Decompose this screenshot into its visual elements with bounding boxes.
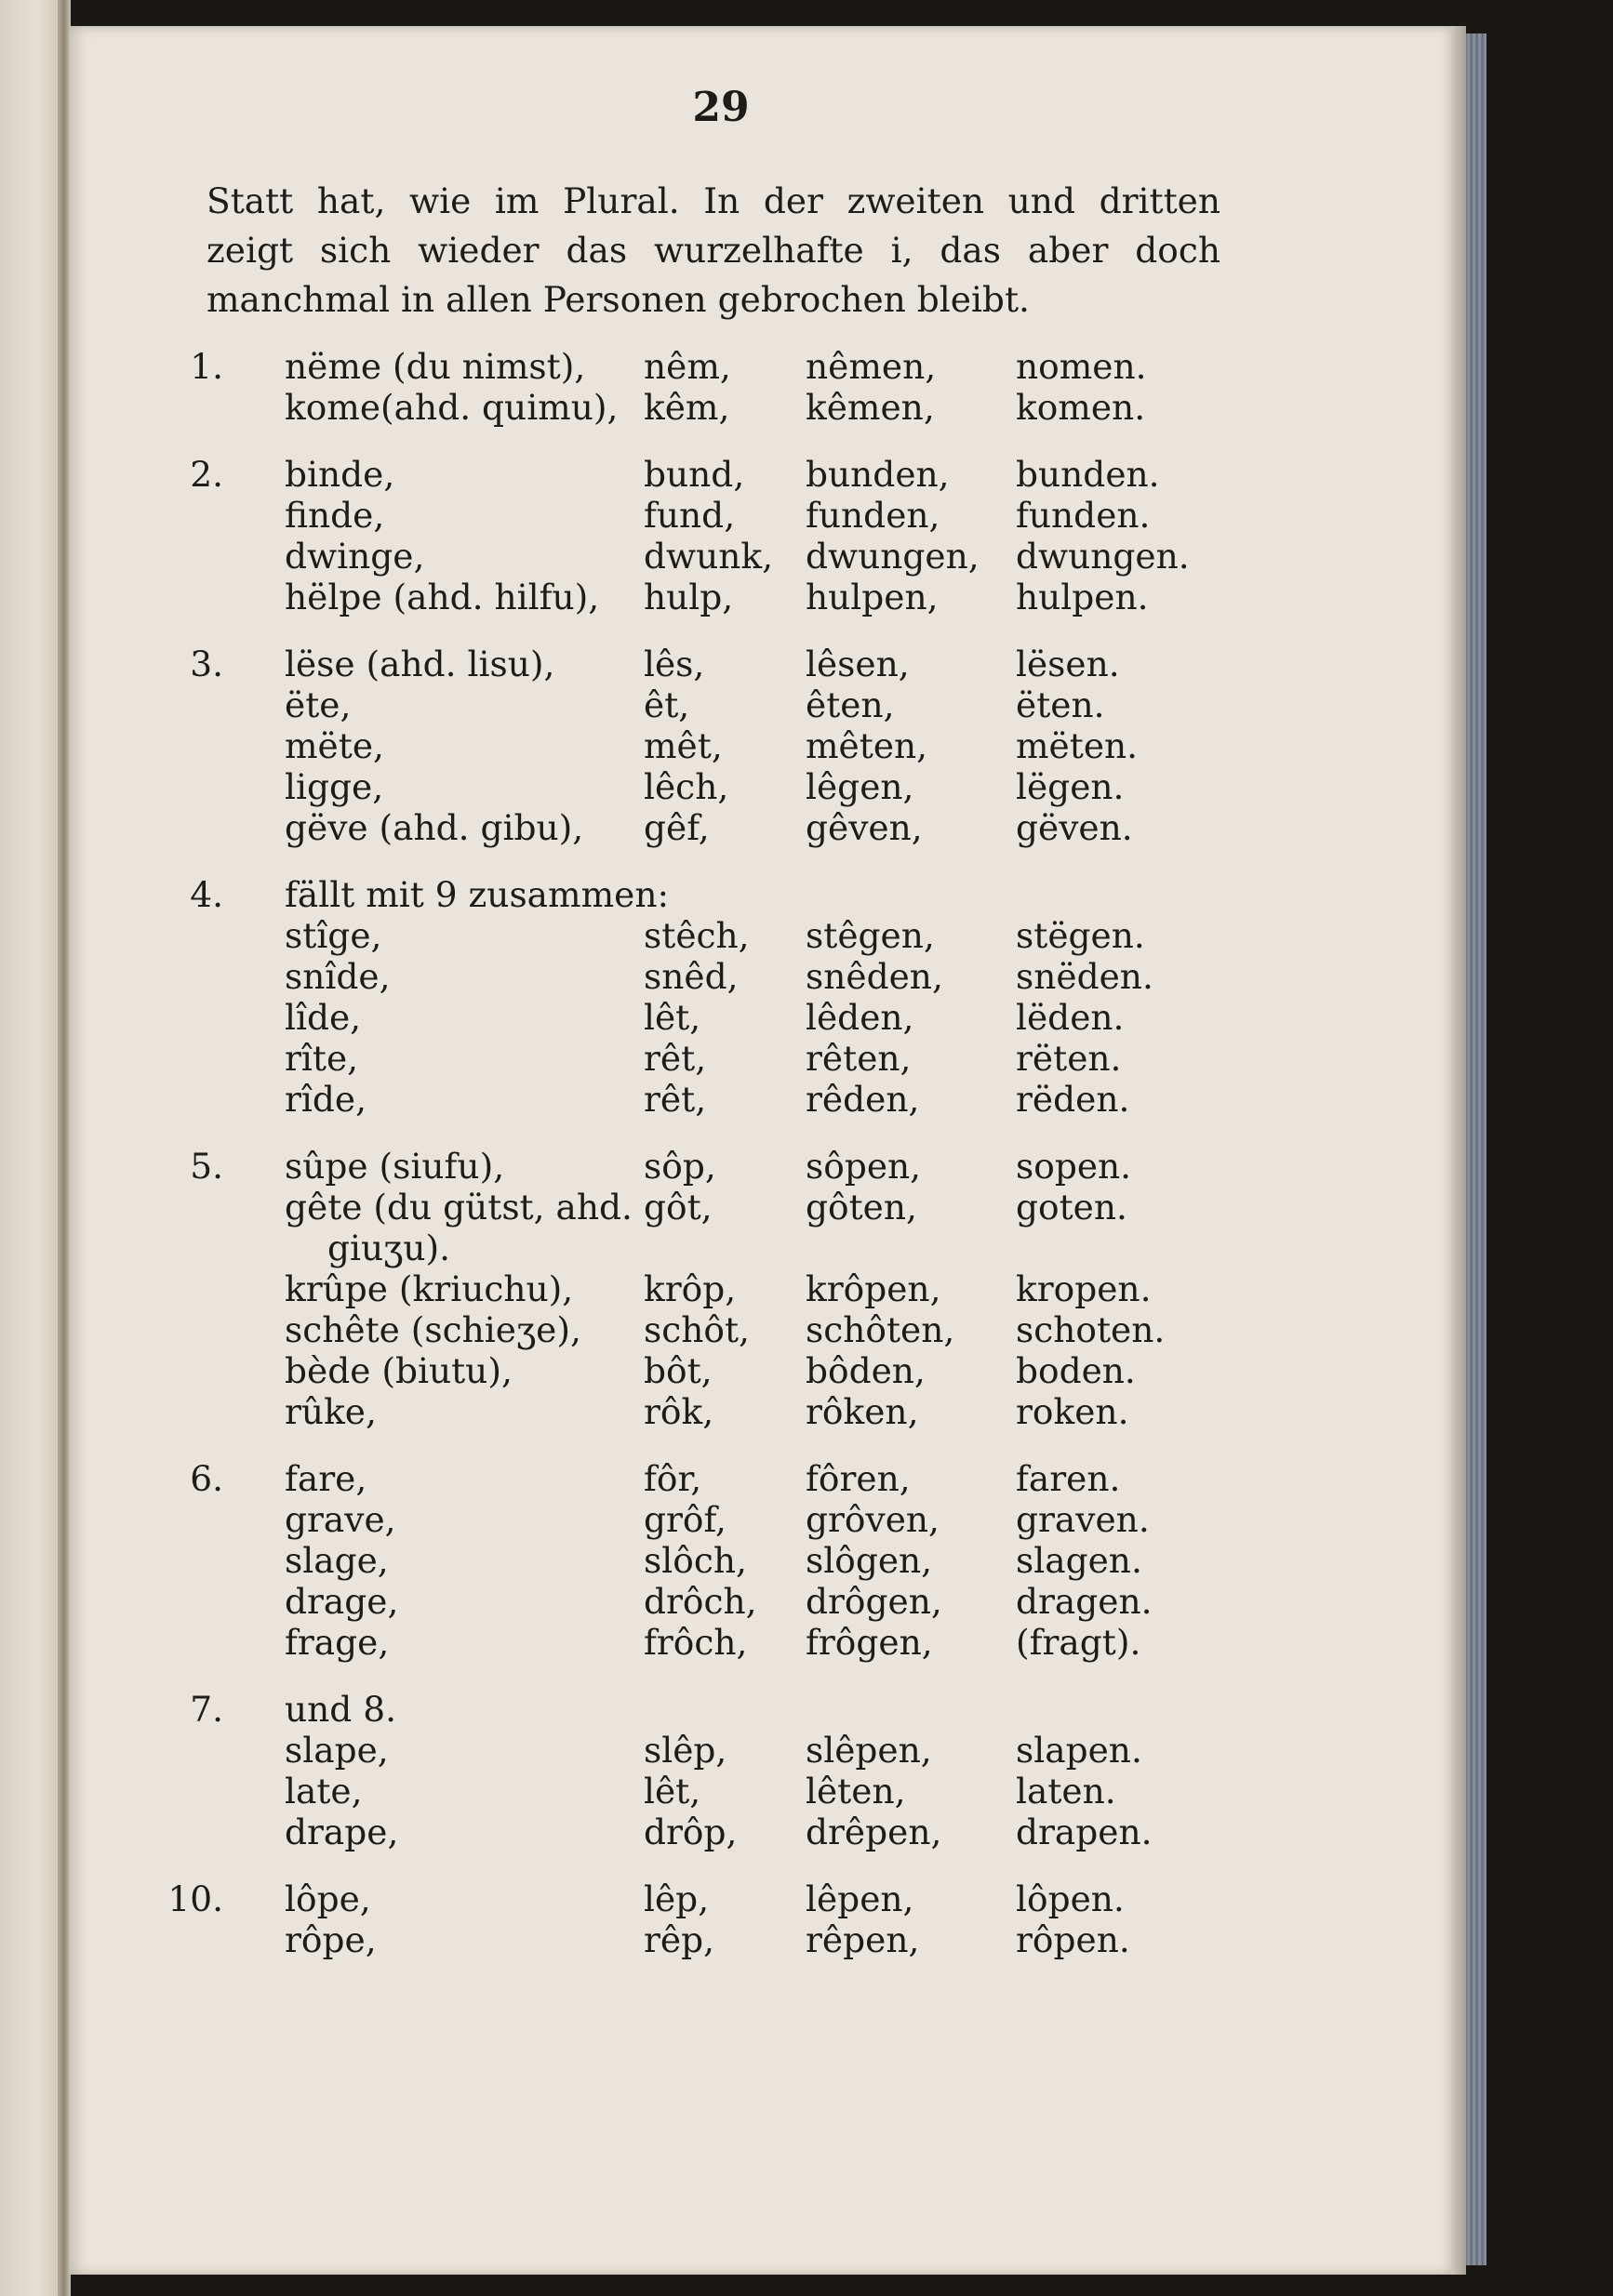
present-form: stîge, xyxy=(285,915,382,956)
present-form: dwinge, xyxy=(285,536,425,577)
present-form: rûke, xyxy=(285,1391,377,1432)
participle: bunden. xyxy=(1016,454,1160,495)
present-form: schête (schieʒe), xyxy=(285,1309,581,1350)
class-number: 10. xyxy=(167,1878,223,1919)
preterite-plural: drêpen, xyxy=(806,1812,942,1852)
continuation-text: giuʒu). xyxy=(327,1228,451,1268)
participle: slagen. xyxy=(1016,1540,1142,1581)
participle: sopen. xyxy=(1016,1146,1132,1187)
verb-row xyxy=(186,644,1219,684)
present-form: hëlpe (ahd. hilfu), xyxy=(285,577,600,617)
preterite-singular: gêf, xyxy=(644,807,710,848)
preterite-plural: drôgen, xyxy=(806,1581,942,1622)
preterite-singular: lêt, xyxy=(644,1771,701,1812)
present-form: ligge, xyxy=(285,766,384,807)
verb-row xyxy=(186,997,1219,1038)
present-form: slage, xyxy=(285,1540,389,1581)
present-form: slape, xyxy=(285,1730,389,1771)
participle: dragen. xyxy=(1016,1581,1153,1622)
preterite-singular: snêd, xyxy=(644,956,739,997)
verb-row xyxy=(186,387,1219,428)
verb-row xyxy=(186,577,1219,617)
book-cover-board xyxy=(1466,33,1486,2265)
preterite-singular: kêm, xyxy=(644,387,730,428)
participle: gëven. xyxy=(1016,807,1133,848)
class-heading: fällt mit 9 zusammen: xyxy=(285,874,670,915)
preterite-plural: funden, xyxy=(806,495,940,536)
present-form: gête (du gütst, ahd. xyxy=(285,1187,633,1228)
verb-row xyxy=(186,495,1219,536)
verb-row xyxy=(186,1499,1219,1540)
participle: hulpen. xyxy=(1016,577,1149,617)
verb-row xyxy=(186,1187,1219,1228)
participle: rëten. xyxy=(1016,1038,1122,1079)
present-form: fare, xyxy=(285,1458,367,1499)
verb-row xyxy=(186,536,1219,577)
verb-row xyxy=(186,1309,1219,1350)
page-stack-edge xyxy=(1451,26,1466,2275)
preterite-plural: nêmen, xyxy=(806,346,937,387)
preterite-singular: fund, xyxy=(644,495,736,536)
preterite-plural: slêpen, xyxy=(806,1730,932,1771)
verb-row xyxy=(186,1146,1219,1187)
preterite-plural: êten, xyxy=(806,684,895,725)
preterite-plural: lêten, xyxy=(806,1771,906,1812)
page-number: 29 xyxy=(692,84,750,131)
participle: drapen. xyxy=(1016,1812,1153,1852)
participle: laten. xyxy=(1016,1771,1116,1812)
preterite-singular: slêp, xyxy=(644,1730,727,1771)
preterite-plural: hulpen, xyxy=(806,577,939,617)
present-form: rîde, xyxy=(285,1079,367,1120)
preterite-singular: rôk, xyxy=(644,1391,714,1432)
preterite-singular: stêch, xyxy=(644,915,750,956)
present-form: bède (biutu), xyxy=(285,1350,513,1391)
participle: mëten. xyxy=(1016,725,1139,766)
present-form: lôpe, xyxy=(285,1878,371,1919)
preterite-plural: snêden, xyxy=(806,956,943,997)
intro-paragraph xyxy=(207,177,1220,325)
participle: snëden. xyxy=(1016,956,1153,997)
class-heading-row xyxy=(186,1689,1219,1730)
present-form: rôpe, xyxy=(285,1919,377,1960)
preterite-singular: nêm, xyxy=(644,346,731,387)
preterite-singular: krôp, xyxy=(644,1268,737,1309)
verb-row xyxy=(186,454,1219,495)
present-form: gëve (ahd. gibu), xyxy=(285,807,584,848)
preterite-singular: fôr, xyxy=(644,1458,702,1499)
verb-row xyxy=(186,1228,1219,1268)
present-form: ëte, xyxy=(285,684,352,725)
class-number: 3. xyxy=(190,644,223,684)
preterite-plural: lêden, xyxy=(806,997,914,1038)
preterite-singular: lêch, xyxy=(644,766,729,807)
class-number: 1. xyxy=(190,346,223,387)
participle: goten. xyxy=(1016,1187,1127,1228)
participle: lôpen. xyxy=(1016,1878,1125,1919)
class-number: 7. xyxy=(190,1689,223,1730)
preterite-singular: rêt, xyxy=(644,1038,707,1079)
preterite-singular: rêp, xyxy=(644,1919,715,1960)
verb-row xyxy=(186,1391,1219,1432)
class-heading-row xyxy=(186,874,1219,915)
preterite-plural: slôgen, xyxy=(806,1540,933,1581)
present-form: late, xyxy=(285,1771,363,1812)
class-group xyxy=(167,1878,1219,1960)
preterite-plural: grôven, xyxy=(806,1499,940,1540)
participle: rëden. xyxy=(1016,1079,1130,1120)
verb-row xyxy=(186,1458,1219,1499)
present-form: drage, xyxy=(285,1581,399,1622)
preterite-plural: kêmen, xyxy=(806,387,935,428)
participle: slapen. xyxy=(1016,1730,1142,1771)
present-form: rîte, xyxy=(285,1038,359,1079)
preterite-singular: êt, xyxy=(644,684,690,725)
preterite-singular: hulp, xyxy=(644,577,734,617)
preterite-plural: fôren, xyxy=(806,1458,911,1499)
participle: komen. xyxy=(1016,387,1146,428)
participle: lëgen. xyxy=(1016,766,1125,807)
verb-row xyxy=(186,1350,1219,1391)
preterite-plural: lêpen, xyxy=(806,1878,914,1919)
present-form: lîde, xyxy=(285,997,362,1038)
present-form: snîde, xyxy=(285,956,391,997)
participle: graven. xyxy=(1016,1499,1150,1540)
preterite-plural: schôten, xyxy=(806,1309,955,1350)
participle: stëgen. xyxy=(1016,915,1145,956)
preterite-singular: drôch, xyxy=(644,1581,757,1622)
class-group xyxy=(186,644,1219,848)
participle: dwungen. xyxy=(1016,536,1190,577)
verb-row xyxy=(186,915,1219,956)
verb-row xyxy=(186,1079,1219,1120)
preterite-singular: sôp, xyxy=(644,1146,716,1187)
verb-row xyxy=(167,1878,1219,1919)
verb-row xyxy=(186,1812,1219,1852)
participle: ëten. xyxy=(1016,684,1105,725)
present-form: mëte, xyxy=(285,725,384,766)
participle: rôpen. xyxy=(1016,1919,1130,1960)
present-form: krûpe (kriuchu), xyxy=(285,1268,574,1309)
verb-row xyxy=(186,1919,1219,1960)
preterite-singular: dwunk, xyxy=(644,536,774,577)
preterite-plural: rêden, xyxy=(806,1079,920,1120)
intro-line: Statt hat, wie im Plural. In der zweiten und dritten xyxy=(207,180,1220,221)
verb-row xyxy=(186,1771,1219,1812)
class-number: 6. xyxy=(190,1458,223,1499)
participle: (fragt). xyxy=(1016,1622,1141,1663)
preterite-plural: lêgen, xyxy=(806,766,914,807)
preterite-singular: bôt, xyxy=(644,1350,713,1391)
verb-row xyxy=(186,956,1219,997)
present-form: grave, xyxy=(285,1499,396,1540)
present-form: binde, xyxy=(285,454,395,495)
participle: lëden. xyxy=(1016,997,1125,1038)
class-group xyxy=(186,1689,1219,1852)
preterite-plural: rôken, xyxy=(806,1391,919,1432)
verb-row xyxy=(186,725,1219,766)
preterite-plural: stêgen, xyxy=(806,915,935,956)
present-form: sûpe (siufu), xyxy=(285,1146,505,1187)
preterite-plural: bunden, xyxy=(806,454,950,495)
class-number: 2. xyxy=(190,454,223,495)
preterite-singular: schôt, xyxy=(644,1309,750,1350)
class-group xyxy=(186,874,1219,1120)
intro-line: zeigt sich wieder das wurzelhafte i, das aber doch xyxy=(207,230,1220,271)
preterite-singular: lêt, xyxy=(644,997,701,1038)
present-form: frage, xyxy=(285,1622,390,1663)
class-group xyxy=(186,454,1219,617)
preterite-plural: gôten, xyxy=(806,1187,917,1228)
preterite-plural: gêven, xyxy=(806,807,923,848)
preterite-plural: sôpen, xyxy=(806,1146,922,1187)
present-form: kome(ahd. quimu), xyxy=(285,387,619,428)
verb-row xyxy=(186,807,1219,848)
class-number: 4. xyxy=(190,874,223,915)
class-group xyxy=(186,1146,1219,1432)
preterite-singular: gôt, xyxy=(644,1187,713,1228)
verb-row xyxy=(186,1038,1219,1079)
preterite-plural: dwungen, xyxy=(806,536,980,577)
participle: roken. xyxy=(1016,1391,1129,1432)
participle: funden. xyxy=(1016,495,1151,536)
verb-row xyxy=(186,1540,1219,1581)
preterite-singular: drôp, xyxy=(644,1812,738,1852)
participle: faren. xyxy=(1016,1458,1121,1499)
preterite-plural: rêten, xyxy=(806,1038,912,1079)
present-form: drape, xyxy=(285,1812,399,1852)
preterite-plural: krôpen, xyxy=(806,1268,941,1309)
class-number: 5. xyxy=(190,1146,223,1187)
preterite-singular: mêt, xyxy=(644,725,723,766)
class-heading: und 8. xyxy=(285,1689,397,1730)
preterite-plural: lêsen, xyxy=(806,644,910,684)
verb-row xyxy=(186,766,1219,807)
preterite-plural: mêten, xyxy=(806,725,928,766)
facing-page-edge xyxy=(0,0,61,2296)
verb-row xyxy=(186,346,1219,387)
conjugation-table xyxy=(167,346,1219,1986)
class-group xyxy=(186,346,1219,428)
preterite-plural: bôden, xyxy=(806,1350,926,1391)
participle: lësen. xyxy=(1016,644,1120,684)
verb-row xyxy=(186,1581,1219,1622)
intro-line: manchmal in allen Personen gebrochen bleibt. xyxy=(207,279,1030,320)
preterite-singular: frôch, xyxy=(644,1622,748,1663)
class-group xyxy=(186,1458,1219,1663)
preterite-singular: lês, xyxy=(644,644,705,684)
participle: schoten. xyxy=(1016,1309,1166,1350)
verb-row xyxy=(186,1730,1219,1771)
verb-row xyxy=(186,1622,1219,1663)
preterite-plural: frôgen, xyxy=(806,1622,933,1663)
verb-row xyxy=(186,684,1219,725)
present-form: lëse (ahd. lisu), xyxy=(285,644,555,684)
participle: kropen. xyxy=(1016,1268,1152,1309)
preterite-singular: slôch, xyxy=(644,1540,747,1581)
present-form: nëme (du nimst), xyxy=(285,346,586,387)
present-form: finde, xyxy=(285,495,385,536)
participle: boden. xyxy=(1016,1350,1136,1391)
preterite-singular: rêt, xyxy=(644,1079,707,1120)
participle: nomen. xyxy=(1016,346,1147,387)
preterite-singular: bund, xyxy=(644,454,745,495)
verb-row xyxy=(186,1268,1219,1309)
preterite-singular: grôf, xyxy=(644,1499,727,1540)
preterite-plural: rêpen, xyxy=(806,1919,920,1960)
preterite-singular: lêp, xyxy=(644,1878,710,1919)
